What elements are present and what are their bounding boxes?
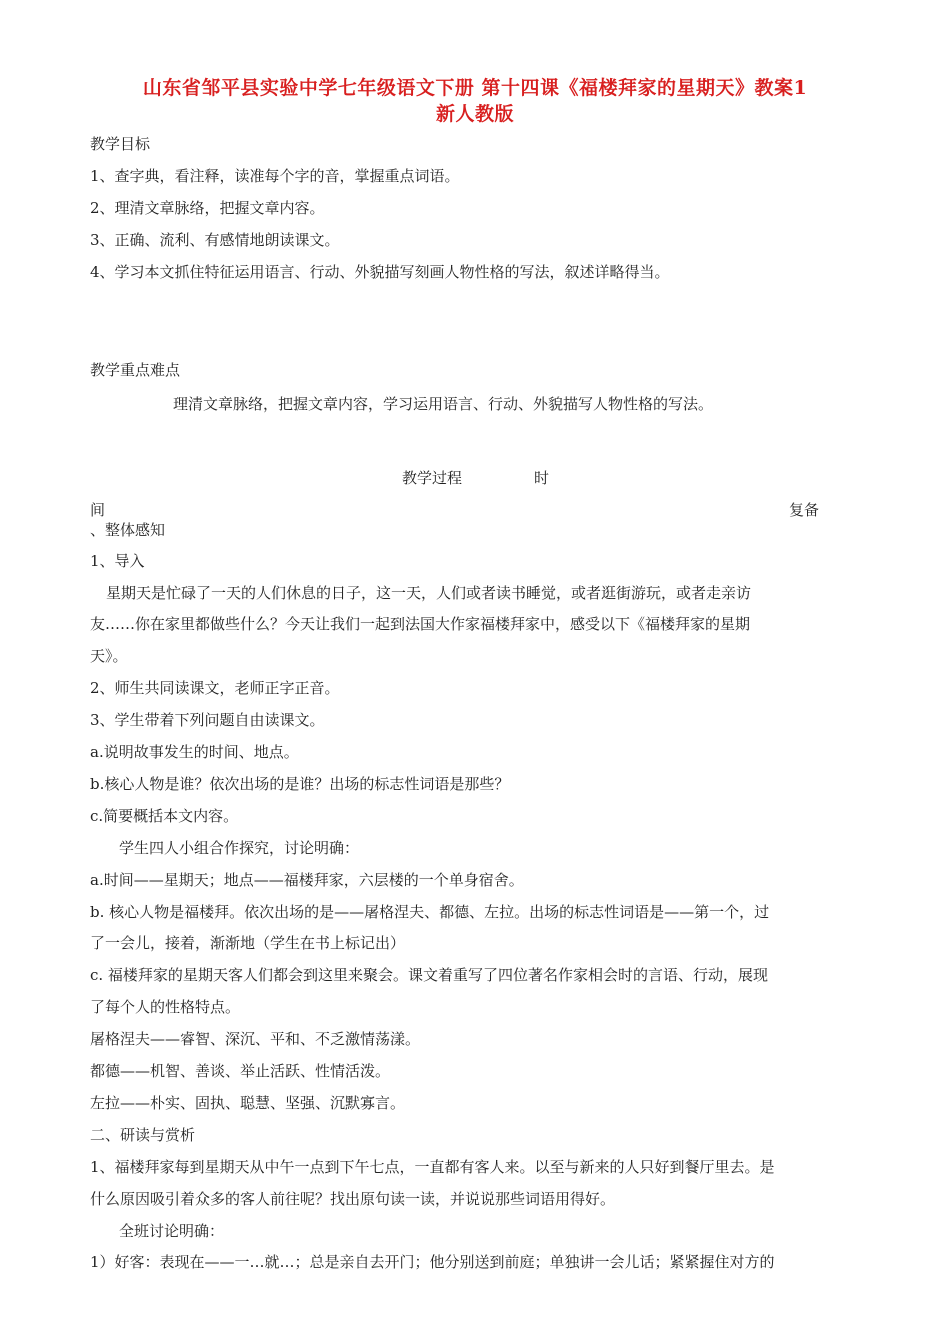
character-trait: 屠格涅夫——睿智、深沉、平和、不乏激情荡漾。 [90,1030,421,1048]
section-2-question-line: 1、福楼拜家每到星期天从中午一点到下午七点，一直都有客人来。以至与新来的人只好到餐厅里去。是 [90,1158,775,1176]
question-a: a.说明故事发生的时间、地点。 [90,743,299,761]
answer-c-line: c. 福楼拜家的星期天客人们都会到这里来聚会。课文着重写了四位著名作家相会时的言语、行动，展现 [90,966,768,984]
document-title-line-1: 山东省邹平县实验中学七年级语文下册 第十四课《福楼拜家的星期天》教案1 [142,77,808,99]
review-label: 复备 [789,501,820,519]
question-b: b.核心人物是谁？依次出场的是谁？出场的标志性词语是那些？ [90,775,510,793]
section-2-question-line: 什么原因吸引着众多的客人前往呢？找出原句读一读，并说说那些词语用得好。 [90,1190,616,1208]
objective-item: 2、理清文章脉络，把握文章内容。 [90,199,325,217]
objective-item: 1、查字典，看注释，读准每个字的音，掌握重点词语。 [90,167,460,185]
answer-b-line: b. 核心人物是福楼拜。依次出场的是——屠格涅夫、都德、左拉。出场的标志性词语是——第一个，过 [90,903,770,921]
objectives-heading: 教学目标 [90,135,151,153]
answer-c-line: 了每个人的性格特点。 [90,998,241,1016]
time-label-a: 时 [534,469,550,487]
time-label-b: 间 [90,501,106,519]
section-2-answer-line: 1）好客：表现在——一…就…；总是亲自去开门；他分别送到前庭；单独讲一会儿话；紧紧握住对方的 [90,1253,775,1271]
character-trait: 都德——机智、善谈、举止活跃、性情活泼。 [90,1062,391,1080]
key-points-heading: 教学重点难点 [90,361,181,379]
intro-paragraph-line: 天》。 [90,647,128,665]
key-points-text: 理清文章脉络，把握文章内容，学习运用语言、行动、外貌描写人物性格的写法。 [173,395,714,413]
objective-item: 3、正确、流利、有感情地朗读课文。 [90,231,340,249]
process-label: 教学过程 [402,469,463,487]
question-c: c.简要概括本文内容。 [90,807,239,825]
answer-b-line: 了一会儿，接着，渐渐地（学生在书上标记出） [90,934,406,952]
step-2: 2、师生共同读课文，老师正字正音。 [90,679,340,697]
document-title-line-2: 新人教版 [435,103,514,125]
discussion-note: 学生四人小组合作探究，讨论明确： [119,839,360,857]
character-trait: 左拉——朴实、固执、聪慧、坚强、沉默寡言。 [90,1094,406,1112]
section-2-heading: 二、研读与赏析 [90,1126,196,1144]
answer-a: a.时间——星期天；地点——福楼拜家，六层楼的一个单身宿舍。 [90,871,524,889]
intro-paragraph-line: 友……你在家里都做些什么？今天让我们一起到法国大作家福楼拜家中，感受以下《福楼拜家的星期 [90,615,751,633]
objective-item: 4、学习本文抓住特征运用语言、行动、外貌描写刻画人物性格的写法，叙述详略得当。 [90,263,670,281]
intro-heading: 1、导入 [90,552,145,570]
step-3: 3、学生带着下列问题自由读课文。 [90,711,325,729]
section-2-discussion-note: 全班讨论明确： [119,1222,225,1240]
section-1-heading: 、整体感知 [90,521,166,539]
intro-paragraph-line: 星期天是忙碌了一天的人们休息的日子，这一天，人们或者读书睡觉，或者逛街游玩，或者走亲访 [106,584,752,602]
